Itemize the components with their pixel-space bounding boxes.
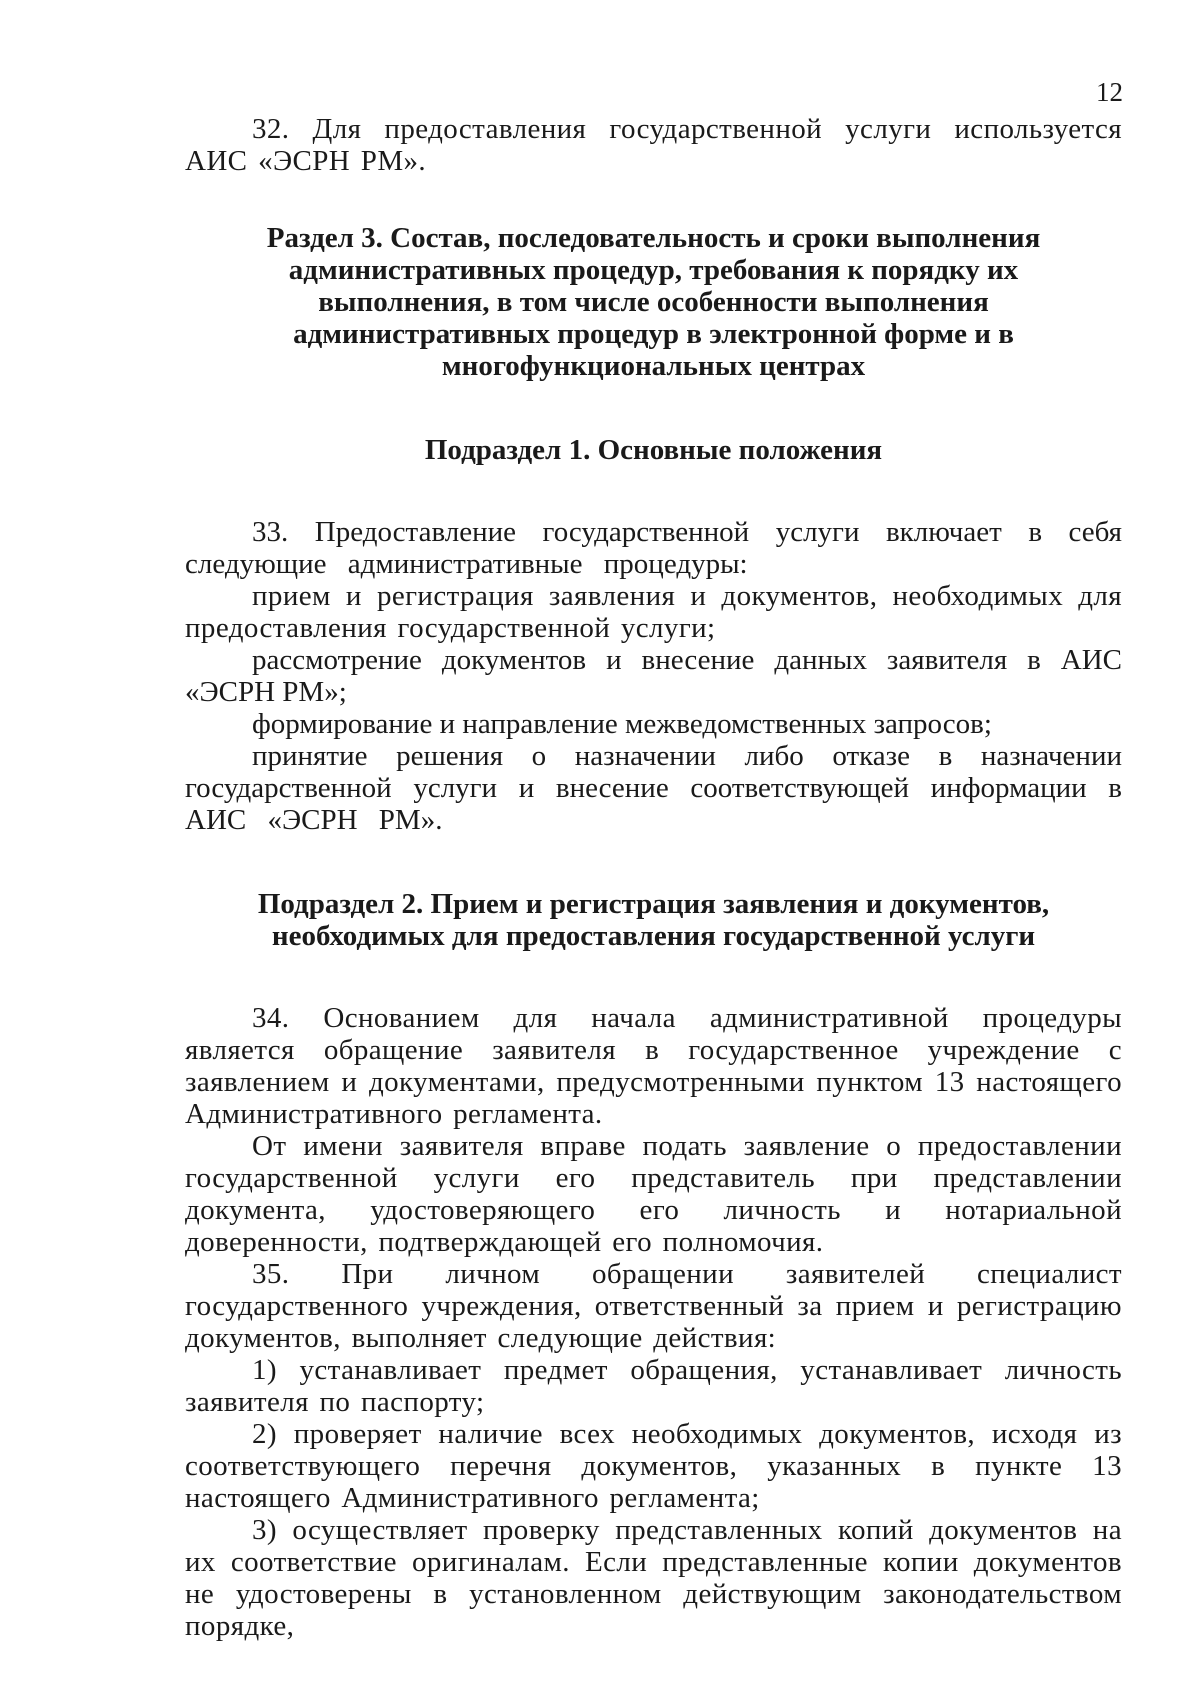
action-item-3: 3) осуществляет проверку представленных копий документов на их соответствие оригиналам. Если представленные копии документов не удостоверены в установленном действующим законодательством порядке, — [185, 1514, 1122, 1642]
paragraph-33: 33. Предоставление государственной услуги включает в себя следующие административные процедуры: — [185, 516, 1122, 580]
page-content — [185, 113, 1122, 1642]
procedure-item-1: прием и регистрация заявления и документов, необходимых для предоставления государственной услуги; — [185, 580, 1122, 644]
subsection-2-heading: Подраздел 2. Прием и регистрация заявления и документов, необходимых для предоставления государственной услуги — [257, 888, 1050, 952]
paragraph-34-representative: От имени заявителя вправе подать заявление о предоставлении государственной услуги его представитель при представлении документа, удостоверяющего его личность и нотариальной доверенности, подтверждающей его полномочия. — [185, 1130, 1122, 1258]
subsection-1-heading: Подраздел 1. Основные положения — [424, 434, 883, 466]
paragraph-35: 35. При личном обращении заявителей специалист государственного учреждения, ответственный за прием и регистрацию документов, выполняет следующие действия: — [185, 1258, 1122, 1354]
section-3-heading: Раздел 3. Состав, последовательность и сроки выполнения административных процедур, требования к порядку их выполнения, в том числе особенности выполнения административных процедур в электронной форме и в многофункциональных центрах — [266, 222, 1041, 382]
page-number: 12 — [1096, 77, 1123, 107]
procedure-item-4: принятие решения о назначении либо отказе в назначении государственной услуги и внесение соответствующей информации в АИС «ЭСРН РМ». — [185, 740, 1122, 836]
procedure-item-2: рассмотрение документов и внесение данных заявителя в АИС «ЭСРН РМ»; — [185, 644, 1122, 708]
paragraph-34: 34. Основанием для начала административной процедуры является обращение заявителя в государственное учреждение с заявлением и документами, предусмотренными пунктом 13 настоящего Административного регламента. — [185, 1002, 1122, 1130]
procedure-item-3: формирование и направление межведомственных запросов; — [252, 708, 992, 740]
action-item-2: 2) проверяет наличие всех необходимых документов, исходя из соответствующего перечня документов, указанных в пункте 13 настоящего Административного регламента; — [185, 1418, 1122, 1514]
paragraph-32: 32. Для предоставления государственной услуги используется АИС «ЭСРН РМ». — [185, 113, 1122, 177]
action-item-1: 1) устанавливает предмет обращения, устанавливает личность заявителя по паспорту; — [185, 1354, 1122, 1418]
